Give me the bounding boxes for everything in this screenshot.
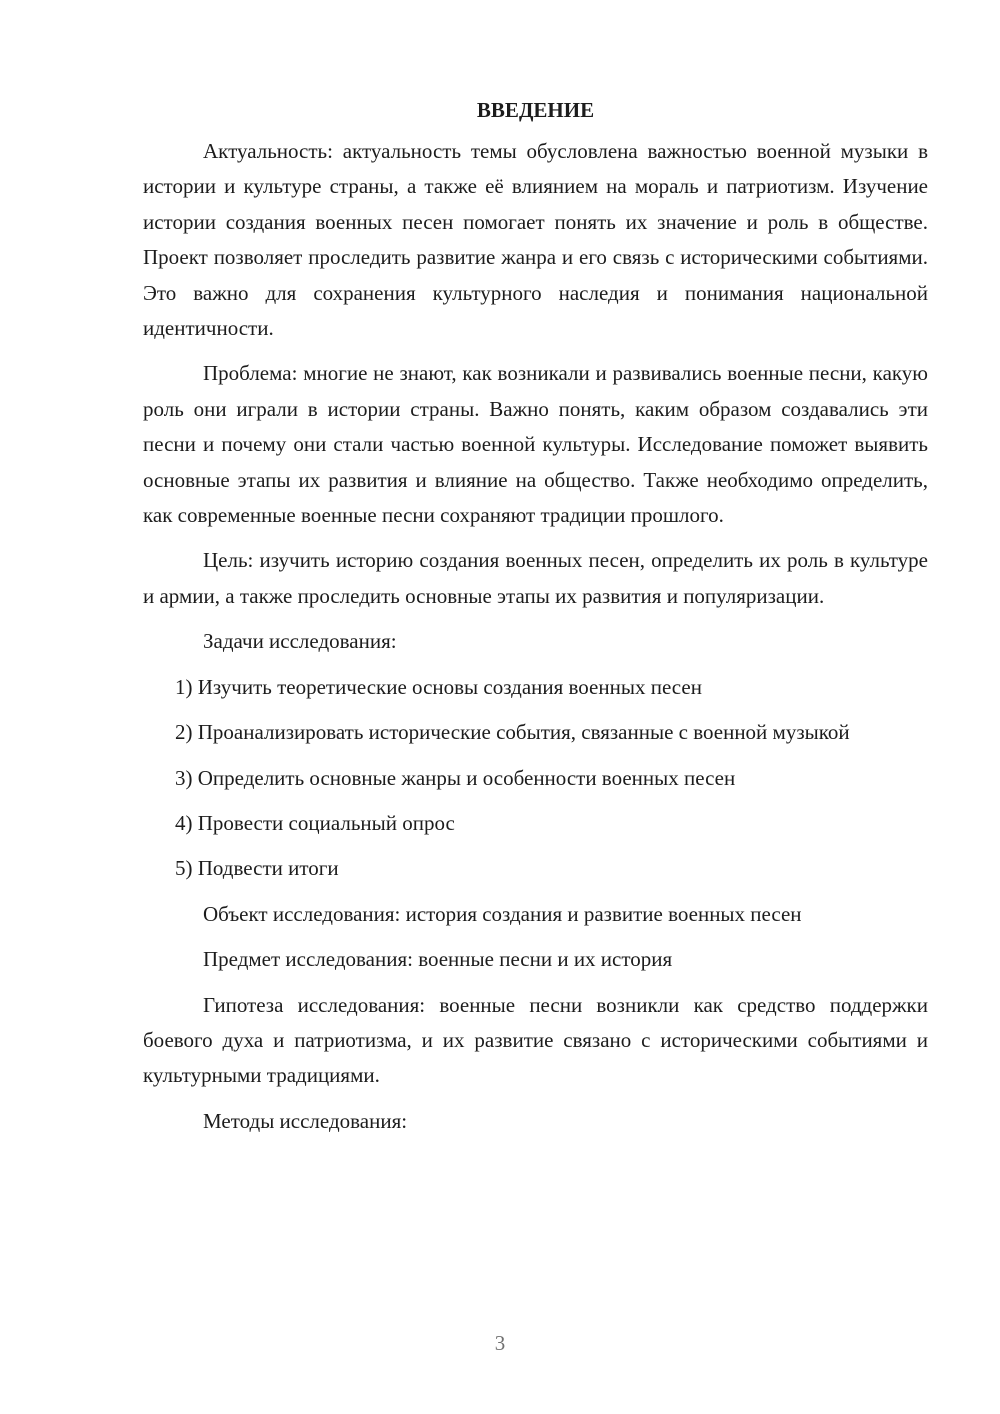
subject-paragraph: Предмет исследования: военные песни и их история xyxy=(203,947,673,972)
document-title: ВВЕДЕНИЕ xyxy=(476,98,595,122)
task-item-3: 3) Определить основные жанры и особенности военных песен xyxy=(175,765,736,790)
relevance-paragraph: Актуальность: актуальность темы обусловлена важностью военной музыки в истории и культуре страны, а также её влиянием на мораль и патриотизм. Изучение истории создания военных песен помогает понять их значение и роль в обществе. Проект позволяет проследить развитие жанра и его связь с историческими событиями. Это важно для сохранения культурного наследия и понимания национальной идентичности. xyxy=(143,139,928,341)
goal-paragraph: Цель: изучить историю создания военных песен, определить их роль в культуре и армии, а также проследить основные этапы их развития и популяризации. xyxy=(143,548,928,608)
document-page xyxy=(143,95,928,1139)
task-item-2: 2) Проанализировать исторические события, связанные с военной музыкой xyxy=(175,720,850,745)
methods-heading: Методы исследования: xyxy=(203,1108,408,1133)
task-item-1: 1) Изучить теоретические основы создания военных песен xyxy=(175,674,702,699)
task-item-5: 5) Подвести итоги xyxy=(175,856,339,881)
page-number: 3 xyxy=(494,1331,506,1355)
problem-paragraph: Проблема: многие не знают, как возникали и развивались военные песни, какую роль они играли в истории страны. Важно понять, каким образом создавались эти песни и почему они стали частью военной культуры. Исследование поможет выявить основные этапы их развития и влияние на общество. Также необходимо определить, как современные военные песни сохраняют традиции прошлого. xyxy=(143,361,928,528)
tasks-heading: Задачи исследования: xyxy=(203,629,397,654)
object-paragraph: Объект исследования: история создания и развитие военных песен xyxy=(203,901,802,926)
hypothesis-paragraph: Гипотеза исследования: военные песни возникли как средство поддержки боевого духа и патриотизма, и их развитие связано с историческими событиями и культурными традициями. xyxy=(143,992,928,1088)
task-item-4: 4) Провести социальный опрос xyxy=(175,810,455,835)
